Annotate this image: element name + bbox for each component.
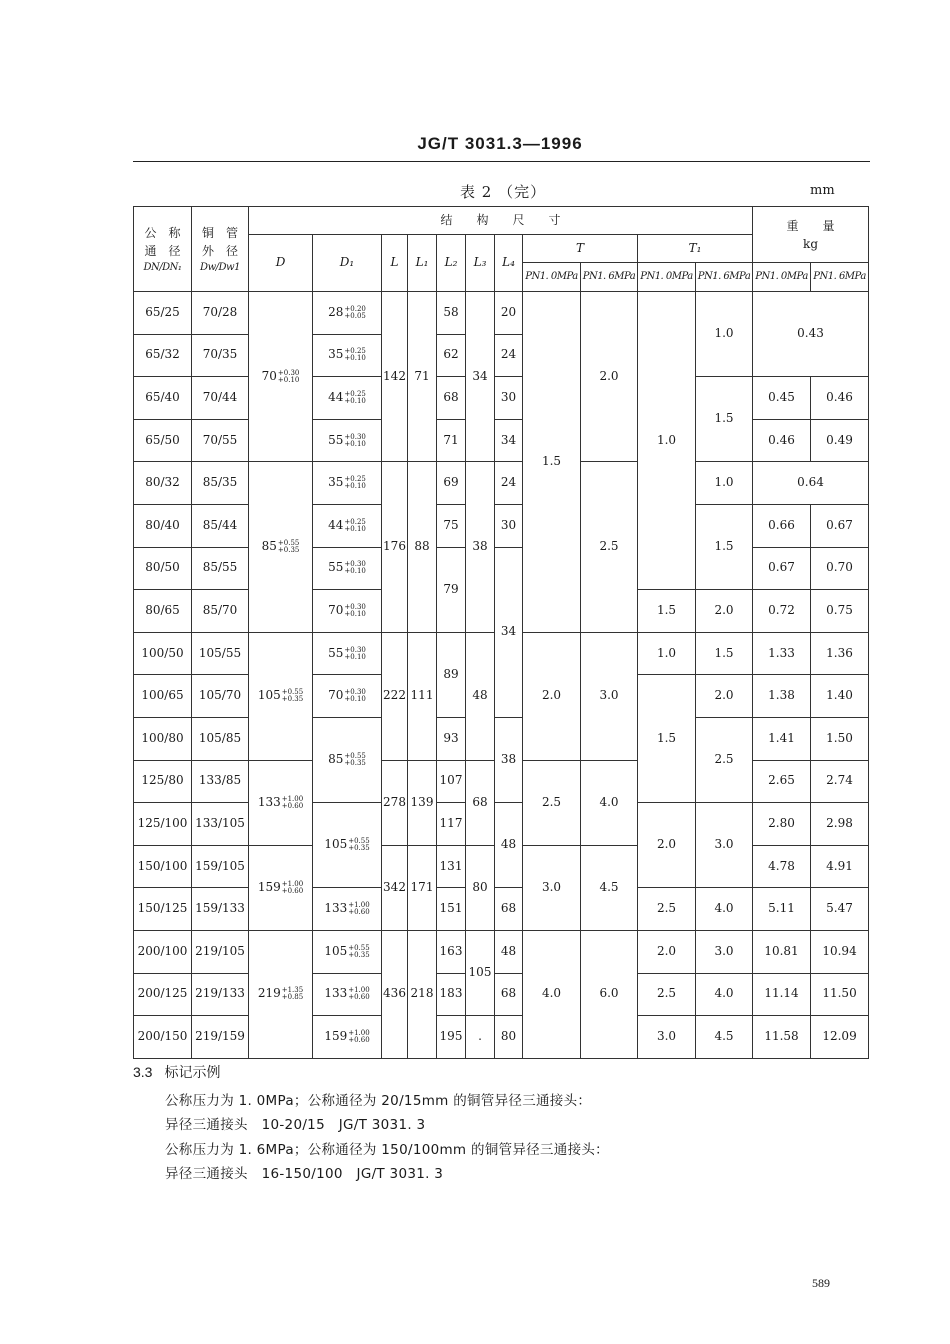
table-row: 200/100 219/105 219 +1.35 +0.85 105 +0.55 +0.35 436 218 163 105 48 4.0 6.0 2.0 3.0 10.81 10.94	[134, 930, 869, 973]
header-D1: D₁	[313, 235, 382, 292]
tol-cell: 105 +0.55 +0.35	[313, 930, 382, 973]
tol-cell: 105 +0.55 +0.35	[313, 803, 382, 888]
tol-cell: 159 +1.00 +0.60	[249, 845, 313, 930]
table-row: 100/65 105/70 70 +0.30 +0.10 1.5 2.0 1.38 1.40	[134, 675, 869, 718]
tol-cell: 105 +0.55 +0.35	[249, 632, 313, 760]
header-L: L	[382, 235, 408, 292]
table-caption: 表 2 （完）	[460, 183, 547, 201]
table-row: 65/32 70/35 35 +0.25 +0.10 62 24	[134, 334, 869, 377]
tol-cell: 35 +0.25 +0.10	[313, 462, 382, 505]
header-copper-pipe-od: 铜 管 外 径 Dw/Dw1	[192, 207, 249, 292]
table-row: 200/150 219/159 159 +1.00 +0.60 195 . 80 3.0 4.5 11.58 12.09	[134, 1016, 869, 1059]
header-structure-dimensions: 结 构 尺 寸	[249, 207, 753, 235]
header-T1: T₁	[638, 235, 753, 263]
section-line-2: 异径三通接头 10-20/15 JG/T 3031. 3	[165, 1117, 426, 1133]
header-weight-pn16: PN1. 6MPa	[811, 263, 869, 292]
tol-cell: 55 +0.30 +0.10	[313, 419, 382, 462]
table-row: 80/65 85/70 70 +0.30 +0.10 1.5 2.0 0.72 0.75	[134, 590, 869, 633]
header-D: D	[249, 235, 313, 292]
table-row: 125/100 133/105 105 +0.55 +0.35 117 48 2.0 3.0 2.80 2.98	[134, 803, 869, 846]
tol-cell: 85 +0.55 +0.35	[313, 717, 382, 802]
table-row: 100/50 105/55 105 +0.55 +0.35 55 +0.30 +0.10 222 111 89 48 2.0 3.0 1.0 1.5 1.33 1.36	[134, 632, 869, 675]
header-T: T	[523, 235, 638, 263]
header-L2: L₂	[437, 235, 466, 292]
section-line-1: 公称压力为 1. 0MPa；公称通径为 20/15mm 的铜管异径三通接头：	[165, 1093, 592, 1109]
header-L1: L₁	[408, 235, 437, 292]
tol-cell: 55 +0.30 +0.10	[313, 632, 382, 675]
tol-cell: 44 +0.25 +0.10	[313, 377, 382, 420]
table-row: 65/50 70/55 55 +0.30 +0.10 71 34 0.46 0.49	[134, 419, 869, 462]
tol-cell: 133 +1.00 +0.60	[313, 973, 382, 1016]
tol-cell: 55 +0.30 +0.10	[313, 547, 382, 590]
header-T-pn16: PN1. 6MPa	[581, 263, 638, 292]
tol-cell: 70 +0.30 +0.10	[313, 675, 382, 718]
table-row: 150/125 159/133 133 +1.00 +0.60 151 68 2.5 4.0 5.11 5.47	[134, 888, 869, 931]
tol-cell: 133 +1.00 +0.60	[249, 760, 313, 845]
table-unit: mm	[810, 183, 835, 198]
section-line-4: 异径三通接头 16-150/100 JG/T 3031. 3	[165, 1166, 444, 1182]
table-row: 80/40 85/44 44 +0.25 +0.10 75 30 1.5 0.66 0.67	[134, 504, 869, 547]
document-header: JG/T 3031.3—1996	[417, 134, 583, 153]
header-rule	[133, 161, 870, 162]
tol-cell: 28 +0.20 +0.05	[313, 292, 382, 335]
header-T-pn10: PN1. 0MPa	[523, 263, 581, 292]
tol-cell: 70 +0.30 +0.10	[313, 590, 382, 633]
header-L3: L₃	[466, 235, 495, 292]
header-weight-pn10: PN1. 0MPa	[753, 263, 811, 292]
tol-cell: 35 +0.25 +0.10	[313, 334, 382, 377]
section-title: 标记示例	[164, 1065, 221, 1081]
header-L4: L₄	[495, 235, 523, 292]
header-weight: 重 量 kg	[753, 207, 869, 263]
section-number: 3.3	[133, 1064, 153, 1080]
section-line-3: 公称压力为 1. 6MPa；公称通径为 150/100mm 的铜管异径三通接头：	[165, 1142, 609, 1158]
header-T1-pn16: PN1. 6MPa	[696, 263, 753, 292]
dimension-table	[133, 206, 869, 1059]
table-row: 65/40 70/44 44 +0.25 +0.10 68 30 1.5 0.45 0.46	[134, 377, 869, 420]
table-row: 65/25 70/28 70 +0.30 +0.10 28 +0.20 +0.05 142 71 58 34 20 1.5 2.0 1.0 1.0 0.43	[134, 292, 869, 335]
tol-cell: 70 +0.30 +0.10	[249, 292, 313, 462]
header-T1-pn10: PN1. 0MPa	[638, 263, 696, 292]
header-nominal-diameter: 公 称 通 径 DN/DN₁	[134, 207, 192, 292]
table-row: 200/125 219/133 133 +1.00 +0.60 183 68 2.5 4.0 11.14 11.50	[134, 973, 869, 1016]
table-row: 100/80 105/85 85 +0.55 +0.35 93 38 2.5 1.41 1.50	[134, 717, 869, 760]
page-number: 589	[812, 1276, 830, 1290]
tol-cell: 85 +0.55 +0.35	[249, 462, 313, 632]
tol-cell: 133 +1.00 +0.60	[313, 888, 382, 931]
tol-cell: 44 +0.25 +0.10	[313, 504, 382, 547]
section-heading	[133, 1062, 220, 1082]
table-row: 80/50 85/55 55 +0.30 +0.10 79 34 0.67 0.70	[134, 547, 869, 590]
table-row: 150/100 159/105 159 +1.00 +0.60 342 171 131 80 3.0 4.5 4.78 4.91	[134, 845, 869, 888]
table-row: 80/32 85/35 85 +0.55 +0.35 35 +0.25 +0.10 176 88 69 38 24 2.5 1.0 0.64	[134, 462, 869, 505]
tol-cell: 159 +1.00 +0.60	[313, 1016, 382, 1059]
table-row: 125/80 133/85 133 +1.00 +0.60 278 139 107 68 2.5 4.0 2.65 2.74	[134, 760, 869, 803]
tol-cell: 219 +1.35 +0.85	[249, 930, 313, 1058]
